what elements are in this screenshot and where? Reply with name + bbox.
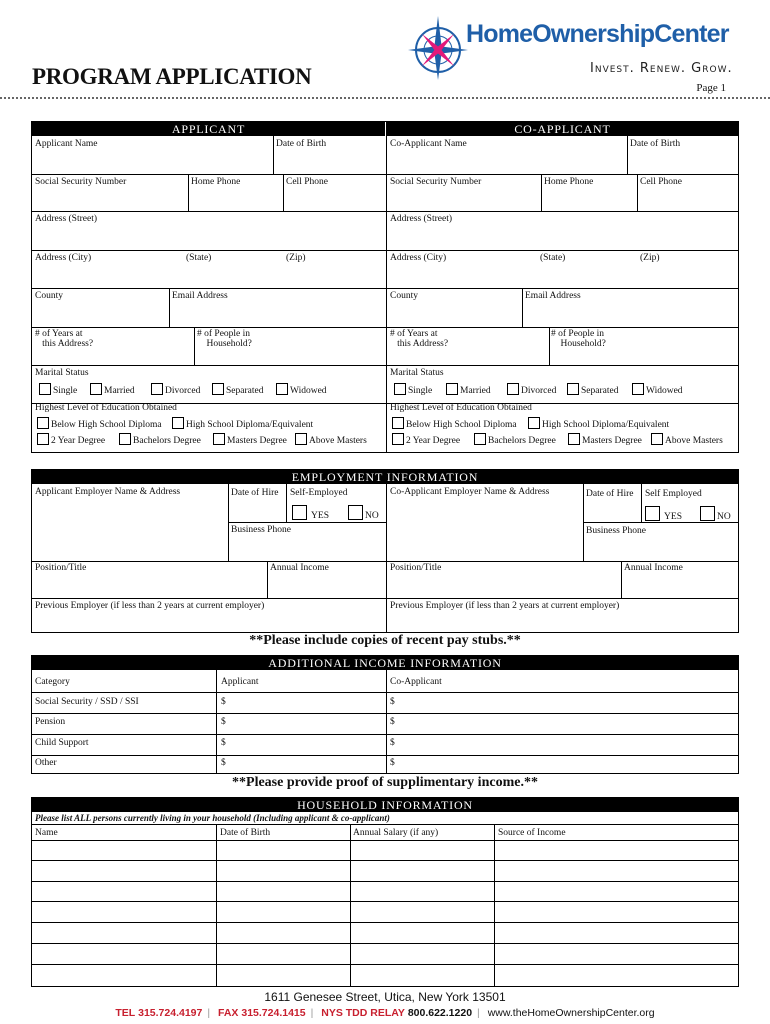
income-row-co-value[interactable]: $: [390, 758, 395, 768]
checkbox-icon[interactable]: [474, 433, 486, 445]
household-section: [31, 797, 739, 987]
income-row-app-value[interactable]: $: [221, 738, 226, 748]
checkbox-icon[interactable]: [632, 383, 644, 395]
checkbox-icon[interactable]: [212, 383, 224, 395]
applicant-edu-above-masters[interactable]: Above Masters: [295, 433, 367, 446]
applicant-years-label[interactable]: # of Years at this Address?: [35, 329, 94, 349]
applicant-street-field[interactable]: Address (Street): [35, 214, 97, 224]
checkbox-icon[interactable]: [394, 383, 406, 395]
coapplicant-edu-2yr[interactable]: 2 Year Degree: [392, 433, 460, 446]
tel-label: TEL: [115, 1007, 136, 1019]
footer-address: 1611 Genesee Street, Utica, New York 13501: [264, 990, 506, 1004]
income-row-app-value[interactable]: $: [221, 717, 226, 727]
income-row-category: Child Support: [35, 738, 89, 748]
applicant-county-field[interactable]: County: [35, 291, 63, 301]
income-row-category: Pension: [35, 717, 66, 727]
coapplicant-marital-divorced[interactable]: Divorced: [507, 383, 556, 396]
dotted-divider: [0, 97, 770, 99]
applicant-hire-date-field[interactable]: Date of Hire: [231, 488, 279, 498]
applicant-home-phone-field[interactable]: Home Phone: [191, 177, 241, 187]
applicant-business-phone-field[interactable]: Business Phone: [231, 525, 291, 535]
applicant-edu-2yr[interactable]: 2 Year Degree: [37, 433, 105, 446]
employment-section: [31, 469, 739, 633]
applicant-zip-field[interactable]: (Zip): [286, 253, 306, 263]
coapplicant-email-field[interactable]: Email Address: [525, 291, 581, 301]
household-row[interactable]: [32, 901, 738, 902]
household-row[interactable]: [32, 922, 738, 923]
household-heading: HOUSEHOLD INFORMATION: [32, 798, 738, 812]
applicant-edu-hs[interactable]: High School Diploma/Equivalent: [172, 417, 313, 430]
checkbox-icon[interactable]: [295, 433, 307, 445]
applicant-people-label[interactable]: # of People in Household?: [197, 329, 252, 349]
household-row[interactable]: [32, 881, 738, 882]
logo-tagline: Invest. Renew. Grow.: [590, 61, 733, 76]
applicant-marital-single[interactable]: Single: [39, 383, 77, 396]
applicant-heading: APPLICANT: [32, 122, 385, 136]
compass-logo-icon: [408, 14, 468, 80]
coapplicant-edu-hs[interactable]: High School Diploma/Equivalent: [528, 417, 669, 430]
household-instruction: Please list ALL persons currently living in your household (Including applicant & co-applicant): [35, 813, 390, 823]
coapplicant-employer-field[interactable]: Co-Applicant Employer Name & Address: [390, 487, 550, 497]
coapplicant-heading: CO-APPLICANT: [387, 122, 738, 136]
applicant-self-employed-label: Self-Employed: [290, 488, 348, 498]
coapplicant-position-field[interactable]: Position/Title: [390, 563, 442, 573]
checkbox-icon[interactable]: [651, 433, 663, 445]
checkbox-icon[interactable]: [37, 417, 49, 429]
additional-income-heading: ADDITIONAL INCOME INFORMATION: [32, 656, 738, 670]
household-col-dob: Date of Birth: [220, 828, 271, 838]
checkbox-icon[interactable]: [151, 383, 163, 395]
employment-heading: EMPLOYMENT INFORMATION: [32, 470, 738, 484]
applicant-marital-separated[interactable]: Separated: [212, 383, 263, 396]
coapplicant-previous-employer-field[interactable]: Previous Employer (if less than 2 years at current employer): [390, 601, 620, 611]
applicant-self-employed-no[interactable]: NO: [348, 505, 379, 521]
coapplicant-people-label[interactable]: # of People in Household?: [551, 329, 606, 349]
applicant-education-label: Highest Level of Education Obtained: [35, 403, 177, 413]
relay-number[interactable]: 800.622.1220: [407, 1007, 473, 1019]
income-row-co-value[interactable]: $: [390, 738, 395, 748]
coapplicant-self-employed-no[interactable]: NO: [700, 506, 731, 522]
relay-label: NYS TDD RELAY: [321, 1007, 405, 1019]
coapplicant-annual-income-field[interactable]: Annual Income: [624, 563, 683, 573]
income-row-app-value[interactable]: $: [221, 697, 226, 707]
coapplicant-edu-above-masters[interactable]: Above Masters: [651, 433, 723, 446]
coapplicant-name-field[interactable]: Co-Applicant Name: [390, 139, 467, 149]
checkbox-icon[interactable]: [700, 506, 715, 521]
applicant-name-field[interactable]: Applicant Name: [35, 139, 98, 149]
coapplicant-self-employed-yes[interactable]: YES: [645, 506, 682, 522]
coapplicant-edu-bachelors[interactable]: Bachelors Degree: [474, 433, 556, 446]
income-col-coapplicant: Co-Applicant: [390, 677, 442, 687]
supplementary-note: **Please provide proof of supplimentary income.**: [232, 775, 538, 790]
coapplicant-business-phone-field[interactable]: Business Phone: [586, 526, 646, 536]
checkbox-icon[interactable]: [37, 433, 49, 445]
coapplicant-county-field[interactable]: County: [390, 291, 418, 301]
income-row-co-value[interactable]: $: [390, 717, 395, 727]
coapplicant-cell-phone-field[interactable]: Cell Phone: [640, 177, 682, 187]
checkbox-icon[interactable]: [276, 383, 288, 395]
applicant-marital-married[interactable]: Married: [90, 383, 135, 396]
footer-contact: TEL 315.724.4197 | FAX 315.724.1415 | NYS TDD RELAY 800.622.1220 | www.theHomeOwnershipCenter.org: [115, 1007, 655, 1019]
applicant-marital-widowed[interactable]: Widowed: [276, 383, 327, 396]
checkbox-icon[interactable]: [567, 383, 579, 395]
income-row-category: Social Security / SSD / SSI: [35, 697, 139, 707]
checkbox-icon[interactable]: [392, 417, 404, 429]
coapplicant-marital-single[interactable]: Single: [394, 383, 432, 396]
fax-label: FAX: [218, 1007, 239, 1019]
household-row[interactable]: [32, 943, 738, 944]
coapplicant-years-label[interactable]: # of Years at this Address?: [390, 329, 449, 349]
applicant-section: [31, 121, 739, 453]
coapplicant-street-field[interactable]: Address (Street): [390, 214, 452, 224]
applicant-previous-employer-field[interactable]: Previous Employer (if less than 2 years at current employer): [35, 601, 265, 611]
applicant-marital-label: Marital Status: [35, 368, 89, 378]
coapplicant-home-phone-field[interactable]: Home Phone: [544, 177, 594, 187]
income-row-app-value[interactable]: $: [221, 758, 226, 768]
applicant-email-field[interactable]: Email Address: [172, 291, 228, 301]
checkbox-icon[interactable]: [507, 383, 519, 395]
checkbox-icon[interactable]: [568, 433, 580, 445]
tel-number[interactable]: 315.724.4197: [138, 1007, 203, 1019]
checkbox-icon[interactable]: [292, 505, 307, 520]
additional-income-section: [31, 655, 739, 774]
coapplicant-marital-separated[interactable]: Separated: [567, 383, 618, 396]
coapplicant-edu-masters[interactable]: Masters Degree: [568, 433, 642, 446]
household-row[interactable]: [32, 860, 738, 861]
applicant-position-field[interactable]: Position/Title: [35, 563, 87, 573]
coapplicant-education-label: Highest Level of Education Obtained: [390, 403, 532, 413]
applicant-self-employed-yes[interactable]: YES: [292, 505, 329, 521]
household-col-salary: Annual Salary (if any): [353, 828, 439, 838]
coapplicant-city-field[interactable]: Address (City): [390, 253, 447, 263]
household-col-name: Name: [35, 828, 58, 838]
coapplicant-ssn-field[interactable]: Social Security Number: [390, 177, 482, 187]
checkbox-icon[interactable]: [446, 383, 458, 395]
checkbox-icon[interactable]: [172, 417, 184, 429]
coapplicant-marital-married[interactable]: Married: [446, 383, 491, 396]
coapplicant-dob-field[interactable]: Date of Birth: [630, 139, 681, 149]
coapplicant-zip-field[interactable]: (Zip): [640, 253, 660, 263]
checkbox-icon[interactable]: [348, 505, 363, 520]
checkbox-icon[interactable]: [39, 383, 51, 395]
checkbox-icon[interactable]: [528, 417, 540, 429]
logo-name: HomeOwnershipCenter: [466, 20, 729, 48]
coapplicant-hire-date-field[interactable]: Date of Hire: [586, 489, 634, 499]
household-row[interactable]: [32, 964, 738, 965]
applicant-city-field[interactable]: Address (City): [35, 253, 92, 263]
coapplicant-marital-label: Marital Status: [390, 368, 444, 378]
applicant-dob-field[interactable]: Date of Birth: [276, 139, 327, 149]
coapplicant-marital-widowed[interactable]: Widowed: [632, 383, 683, 396]
checkbox-icon[interactable]: [392, 433, 404, 445]
website-link[interactable]: www.theHomeOwnershipCenter.org: [487, 1007, 655, 1019]
income-row-co-value[interactable]: $: [390, 697, 395, 707]
applicant-marital-divorced[interactable]: Divorced: [151, 383, 200, 396]
applicant-cell-phone-field[interactable]: Cell Phone: [286, 177, 328, 187]
income-col-category: Category: [35, 677, 70, 687]
applicant-employer-field[interactable]: Applicant Employer Name & Address: [35, 487, 181, 497]
fax-number[interactable]: 315.724.1415: [241, 1007, 306, 1019]
checkbox-icon[interactable]: [90, 383, 102, 395]
applicant-annual-income-field[interactable]: Annual Income: [270, 563, 329, 573]
coapplicant-self-employed-label: Self Employed: [645, 489, 702, 499]
applicant-edu-masters[interactable]: Masters Degree: [213, 433, 287, 446]
applicant-ssn-field[interactable]: Social Security Number: [35, 177, 127, 187]
applicant-state-field[interactable]: (State): [186, 253, 212, 263]
checkbox-icon[interactable]: [645, 506, 660, 521]
coapplicant-edu-below-hs[interactable]: Below High School Diploma: [392, 417, 517, 430]
income-col-applicant: Applicant: [221, 677, 259, 687]
page-title: PROGRAM APPLICATION: [32, 64, 312, 89]
applicant-edu-bachelors[interactable]: Bachelors Degree: [119, 433, 201, 446]
page-number: Page 1: [696, 82, 726, 94]
checkbox-icon[interactable]: [119, 433, 131, 445]
income-row-category: Other: [35, 758, 57, 768]
household-col-source: Source of Income: [498, 828, 566, 838]
paystubs-note: **Please include copies of recent pay stubs.**: [249, 633, 521, 648]
checkbox-icon[interactable]: [213, 433, 225, 445]
coapplicant-state-field[interactable]: (State): [540, 253, 566, 263]
applicant-edu-below-hs[interactable]: Below High School Diploma: [37, 417, 162, 430]
household-row[interactable]: [32, 840, 738, 841]
